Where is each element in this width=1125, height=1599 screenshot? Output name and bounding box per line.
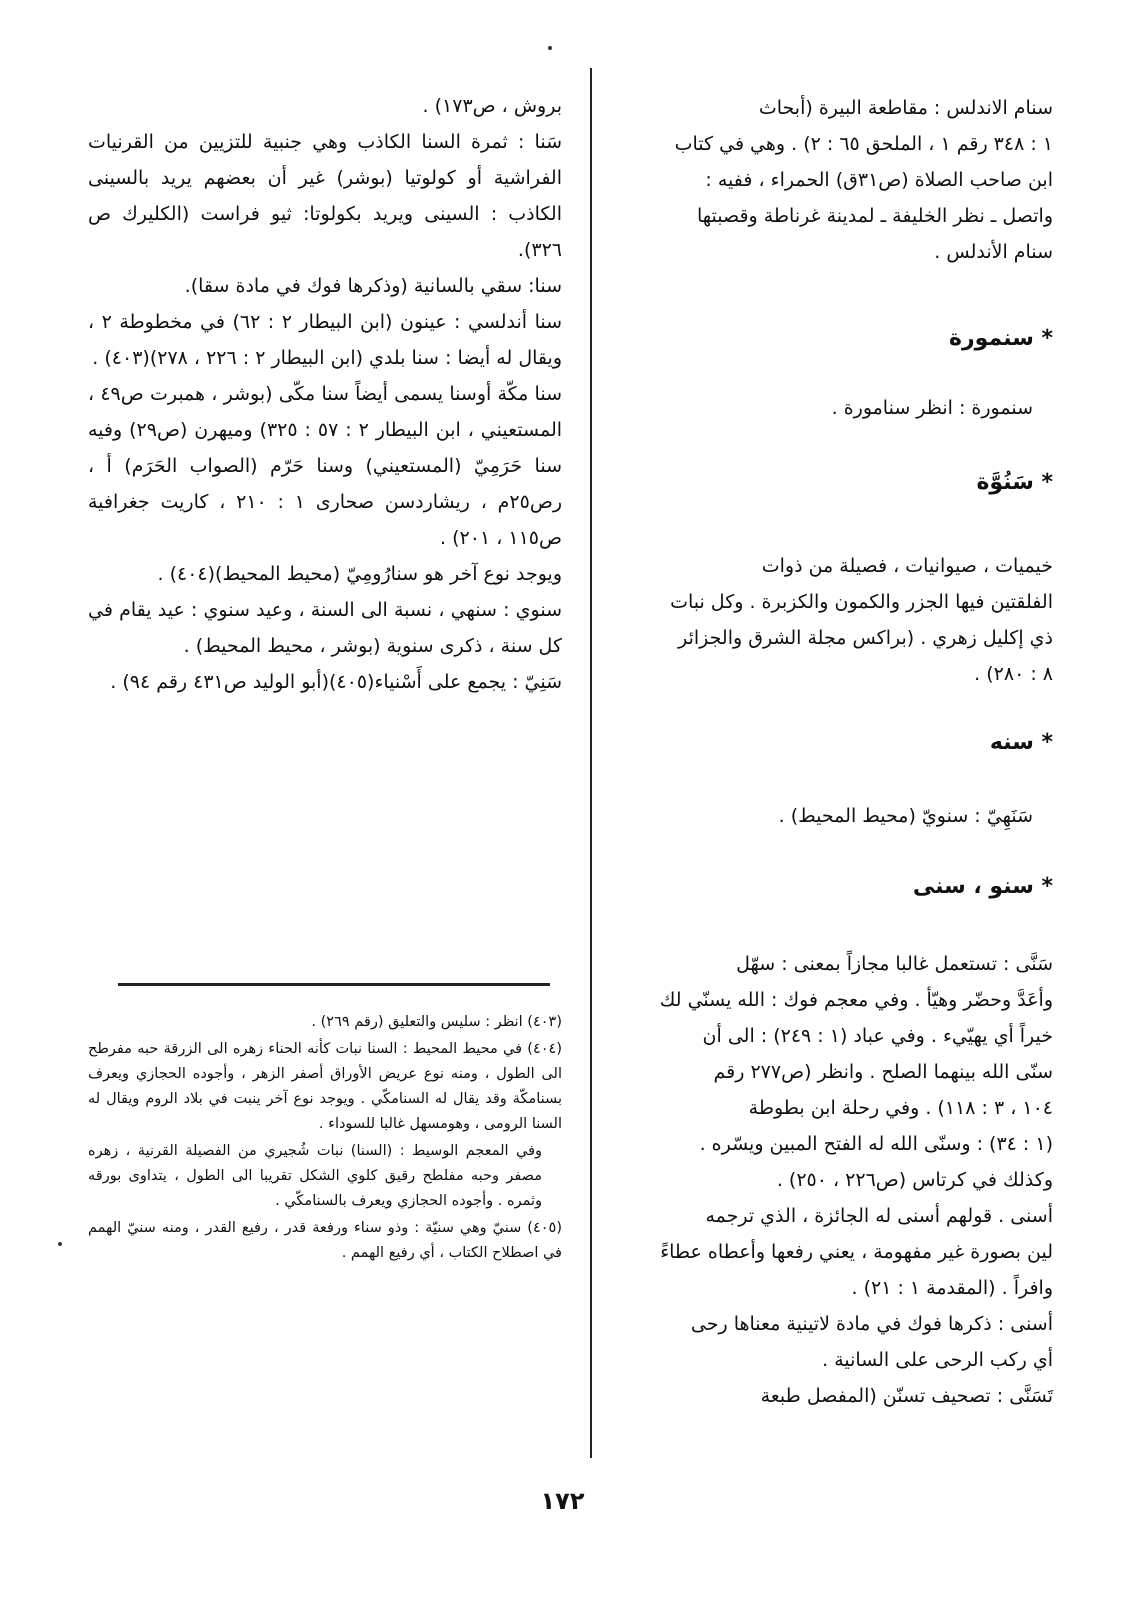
scan-speck	[58, 1242, 62, 1246]
text-line: أي ركب الرحى على السانية .	[822, 1349, 1053, 1371]
entry-heading: * سنو ، سنى	[912, 874, 1053, 899]
text-line: واتصل ـ نظر الخليفة ـ لمدينة غرناطة وقصبتها	[696, 205, 1053, 227]
text-line: وكذلك في كرتاس (ص٢٢٦ ، ٢٥٠) .	[776, 1169, 1053, 1191]
scan-speck	[548, 46, 552, 50]
text-line: تَسَنَّى : تصحيف تسنّن (المفصل طبعة	[760, 1385, 1053, 1407]
paragraph: سنا: سقي بالسانية (وذكرها فوك في مادة سقا).	[184, 275, 562, 297]
text-line: سنّى الله بينهما الصلح . وانظر (ص٢٧٧ رقم	[713, 1061, 1053, 1083]
paragraph: سنا أندلسي : عينون (ابن البيطار ٢ : ٦٢) في مخطوطة ٢ ، ويقال له أيضا : سنا بلدي (ابن البيطار ٢ : ٢٢٦ ، ٢٧٨)(٤٠٣) .	[88, 311, 563, 369]
text-line: سنام الاندلس : مقاطعة البيرة (أبحاث	[758, 97, 1053, 119]
entry-heading: * سنمورة	[949, 326, 1053, 351]
text-line: سنمورة : انظر سنامورة .	[831, 397, 1033, 419]
footnote: (٤٠٥) سنيّ وهي سنيّة : وذو سناء ورفعة قدر ، رفيع القدر ، ومنه سنيّ الهمم في اصطلاح الكتاب ، أي رفيع الهمم .	[88, 1220, 562, 1261]
footnote-separator	[118, 983, 550, 986]
text-line: ابن صاحب الصلاة (ص٣١ق) الحمراء ، ففيه :	[705, 169, 1053, 191]
paragraph: سَنِيّ : يجمع على أَسْنياء(٤٠٥)(أبو الوليد ص٤٣١ رقم ٩٤) .	[110, 671, 562, 693]
entry-sanuwwa	[583, 548, 1053, 692]
right-column	[583, 78, 1053, 1414]
text-line: (١ : ٣٤) : وسنّى الله له الفتح المبين ويسّره .	[699, 1133, 1053, 1155]
text-line: ١ : ٣٤٨ رقم ١ ، الملحق ٦٥ : ٢) . وهي في كتاب	[674, 133, 1053, 155]
text-line: أسنى : ذكرها فوك في مادة لاتينية معناها رحى	[690, 1313, 1053, 1335]
text-line: سَنَهِيّ : سنويّ (محيط المحيط) .	[778, 805, 1033, 827]
page-number: ١٧٢	[540, 1487, 585, 1515]
text-line: الفلقتين فيها الجزر والكمون والكزبرة . وكل نبات	[670, 591, 1053, 613]
entry-heading: * سَنُوَّة	[976, 470, 1053, 495]
entry-heading: * سنه	[989, 730, 1053, 755]
paragraph: ويوجد نوع آخر هو سنارُومِيّ (محيط المحيط)(٤٠٤) .	[157, 563, 562, 585]
text-line: ذي إكليل زهري . (براكس مجلة الشرق والجزائر	[678, 627, 1053, 649]
footnote: (٤٠٤) في محيط المحيط : السنا نبات كأنه الحناء زهره الى الزرقة حبه مفرطح الى الطول ، ومنه نوع عريض الأوراق أصفر الزهر ، وأجوده الحجازي ويعرف بسنامكّة وقد يقال له السنامكّي . ويوجد نوع آخر ينبت في بلاد الروم ويقال له السنا الرومى ، وهومسهل غالبا للسوداء .	[88, 1041, 562, 1132]
text-line: لين بصورة غير مفهومة ، يعني رفعها وأعطاه عطاءً	[660, 1241, 1053, 1263]
text-line: سَنَّى : تستعمل غالبا مجازاً بمعنى : سهّل	[736, 953, 1053, 975]
text-line: سنام الأندلس .	[934, 241, 1053, 263]
footnote: (٤٠٣) انظر : سليس والتعليق (رقم ٢٦٩) .	[311, 1014, 562, 1030]
paragraph: سنوي : سنهي ، نسبة الى السنة ، وعيد سنوي : عيد يقام في كل سنة ، ذكرى سنوية (بوشر ، محيط المحيط) .	[88, 599, 562, 657]
paragraph: سنا مكّة أوسنا يسمى أيضاً سنا مكّى (بوشر ، همبرت ص٤٩ ، المستعيني ، ابن البيطار ٢ : ٥٧ : ٣٢٥) وميهرن (ص٢٩) وفيه سنا حَرَمِيّ (المستعيني) وسنا حَرّم (الصواب الحَرَم) أ ، رص٢٥م ، ريشاردسن صحارى ١ : ٢١٠ ، كاريت جغرافية ص١١٥ ، ٢٠١) .	[88, 383, 563, 549]
text-line: أسنى . قولهم أسنى له الجائزة ، الذي ترجمه	[705, 1205, 1053, 1227]
paragraph: سَنا : ثمرة السنا الكاذب وهي جنبية للتزيين من القرنيات الفراشية أو كولوتيا (بوشر) غير أن بعضهم يريد بالسينى الكاذب : السينى ويريد بكولوتا: ثيو فراست (الكليرك ص ٣٢٦).	[88, 131, 562, 261]
footnote: وفي المعجم الوسيط : (السنا) نبات شُجيري من الفصيلة القرنية ، زهره مصفر وحبه مفلطح رقيق كلوي الشكل تقريبا الى الطول ، يتداوى بورقه وثمره . وأجوده الحجازي ويعرف بالسنامكّي .	[88, 1143, 542, 1209]
text-line: وأعَدَّ وحضّر وهيّأ . وفي معجم فوك : الله يسنّي لك	[659, 989, 1053, 1011]
text-line: خيراً أي يهيّيء . وفي عباد (١ : ٢٤٩) : الى أن	[702, 1025, 1053, 1047]
footnotes	[88, 1010, 562, 1268]
text-line: خيميات ، صيوانيات ، فصيلة من ذوات	[761, 555, 1053, 577]
text-line: ٨ : ٢٨٠) .	[974, 663, 1053, 685]
entry-sanam-andalus	[583, 78, 1053, 270]
paragraph: بروش ، ص١٧٣) .	[422, 95, 562, 117]
text-line: ١٠٤ ، ٣ : ١١٨) . وفي رحلة ابن بطوطة	[748, 1097, 1053, 1119]
entry-sanu-sana	[583, 946, 1053, 1414]
text-line: وافراً . (المقدمة ١ : ٢١) .	[851, 1277, 1053, 1299]
left-column	[88, 88, 562, 700]
